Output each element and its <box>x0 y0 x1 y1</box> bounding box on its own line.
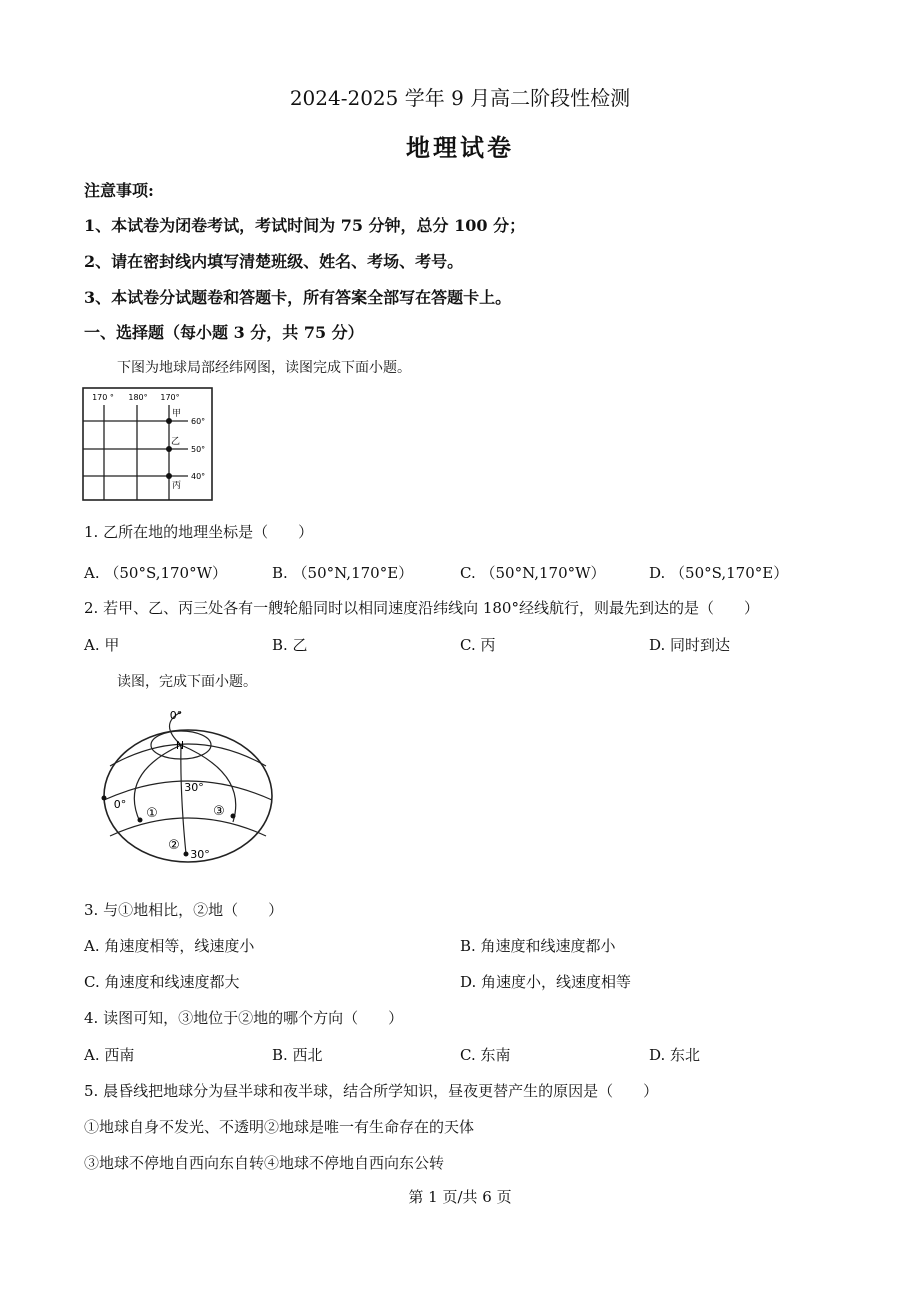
point-label-yi: 乙 <box>171 437 181 447</box>
question-3-option-a: A. 角速度相等，线速度小 <box>84 937 255 955</box>
question-1-option-b: B. （50°N,170°E） <box>272 564 414 582</box>
question-4-option-a: A. 西南 <box>84 1046 135 1064</box>
globe-label: 0° <box>169 709 183 722</box>
globe-label: ② <box>168 838 180 853</box>
question-1-option-d: D. （50°S,170°E） <box>649 564 789 582</box>
question-4-option-b: B. 西北 <box>272 1046 323 1064</box>
question-4-option-c: C. 东南 <box>460 1046 511 1064</box>
exam-title: 2024-2025 学年 9 月高二阶段性检测 <box>289 86 631 110</box>
notice-heading: 注意事项: <box>84 181 154 200</box>
lat-long-grid-figure <box>82 387 214 503</box>
question-2-option-d: D. 同时到达 <box>649 636 731 654</box>
section-heading: 一、选择题（每小题 3 分，共 75 分） <box>84 323 364 342</box>
globe-label: 30° <box>184 781 204 794</box>
globe-label: ③ <box>213 804 225 819</box>
question-2-stem: 2. 若甲、乙、丙三处各有一艘轮船同时以相同速度沿纬线向 180°经线航行，则最先到达的是（ ） <box>84 599 759 617</box>
exam-subtitle: 地理试卷 <box>406 133 514 162</box>
globe-label: 30° <box>190 848 210 861</box>
question-5-statement-2: ③地球不停地自西向东自转④地球不停地自西向东公转 <box>84 1154 445 1172</box>
page-footer: 第 1 页/共 6 页 <box>408 1188 512 1206</box>
question-4-stem: 4. 读图可知，③地位于②地的哪个方向（ ） <box>84 1009 404 1027</box>
lat-label: 50° <box>191 445 206 454</box>
lat-label: 60° <box>191 417 206 426</box>
intro-1: 下图为地球局部经纬网图，读图完成下面小题。 <box>117 360 411 376</box>
question-2-option-c: C. 丙 <box>460 636 496 654</box>
point-label-jia: 甲 <box>172 409 182 419</box>
lon-label: 170° <box>160 393 180 402</box>
question-5-statement-1: ①地球自身不发光、不透明②地球是唯一有生命存在的天体 <box>84 1118 475 1136</box>
question-4-option-d: D. 东北 <box>649 1046 701 1064</box>
question-3-option-b: B. 角速度和线速度都小 <box>460 937 616 955</box>
lon-label: 180° <box>128 393 148 402</box>
point-label-bing: 丙 <box>172 481 182 491</box>
globe-label: ① <box>146 806 158 821</box>
question-3-stem: 3. 与①地相比，②地（ ） <box>84 901 284 919</box>
notice-item-3: 3、本试卷分试题卷和答题卡，所有答案全部写在答题卡上。 <box>84 288 512 307</box>
globe-figure <box>98 704 278 866</box>
question-3-option-c: C. 角速度和线速度都大 <box>84 973 240 991</box>
question-3-option-d: D. 角速度小，线速度相等 <box>460 973 632 991</box>
lon-label: 170 ° <box>92 393 114 402</box>
notice-item-2: 2、请在密封线内填写清楚班级、姓名、考场、考号。 <box>84 252 464 271</box>
question-1-stem: 1. 乙所在地的地理坐标是（ ） <box>84 523 314 541</box>
question-1-option-c: C. （50°N,170°W） <box>460 564 606 582</box>
notice-item-1: 1、本试卷为闭卷考试，考试时间为 75 分钟，总分 100 分； <box>84 216 526 235</box>
lat-label: 40° <box>191 472 206 481</box>
question-5-stem: 5. 晨昏线把地球分为昼半球和夜半球，结合所学知识，昼夜更替产生的原因是（ ） <box>84 1082 659 1100</box>
question-2-option-a: A. 甲 <box>84 636 120 654</box>
globe-label: 0° <box>113 798 127 811</box>
intro-2: 读图，完成下面小题。 <box>117 674 257 690</box>
globe-label: N <box>175 739 185 752</box>
question-1-option-a: A. （50°S,170°W） <box>84 564 228 582</box>
question-2-option-b: B. 乙 <box>272 636 308 654</box>
